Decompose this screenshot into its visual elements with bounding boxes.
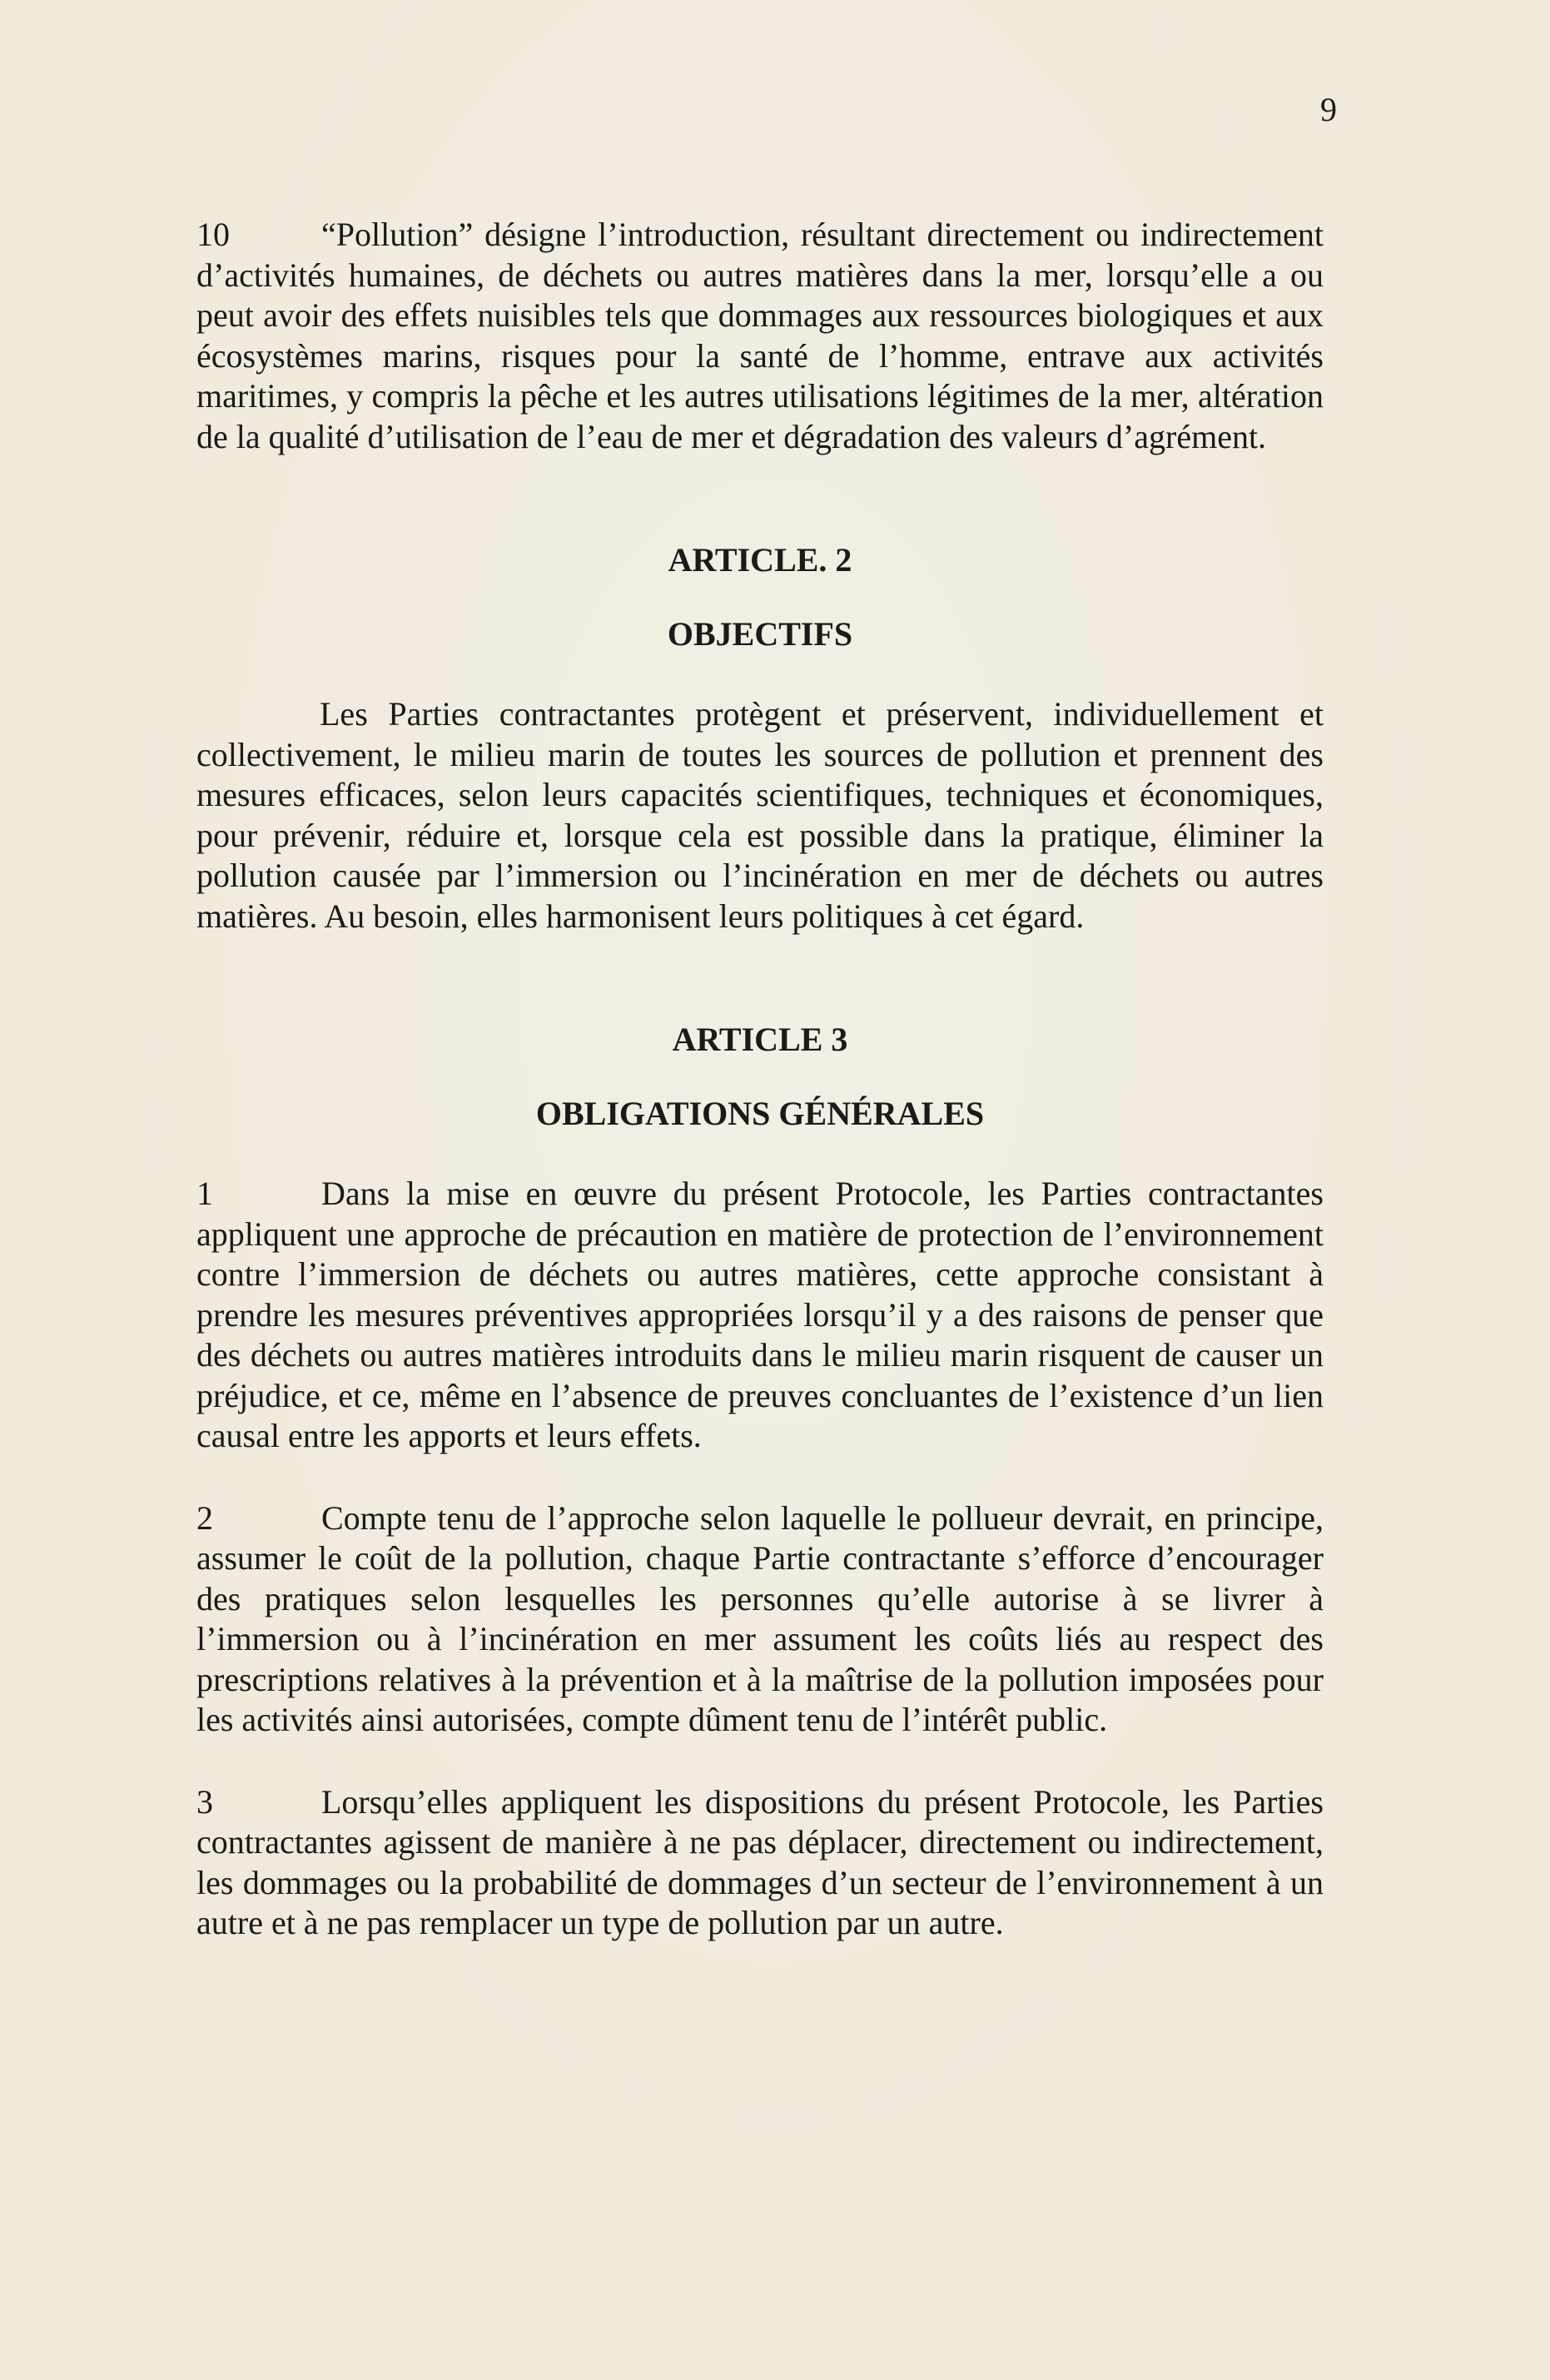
document-body <box>196 215 1324 1944</box>
paragraph-number: 1 <box>196 1175 213 1212</box>
page-number: 9 <box>1320 91 1337 128</box>
spacer <box>196 1061 1324 1094</box>
spacer <box>196 654 1324 694</box>
paragraph-text: Lorsqu’elles appliquent les dispositions du présent Protocole, les Parties contractantes agissent de manière à ne pas déplacer, directement ou indirectement, les dommages ou la probabilité de dommages d’un secteur de l’environnement à un autre et à ne pas remplacer un type de pollution par un autre. <box>196 1782 1324 1941</box>
article-3-paragraph-2 <box>196 1498 1324 1741</box>
paragraph-number: 2 <box>196 1498 213 1537</box>
article-3-title: OBLIGATIONS GÉNÉRALES <box>535 1094 985 1132</box>
spacer <box>196 457 1324 540</box>
definition-paragraph <box>196 215 1324 457</box>
spacer <box>196 1741 1324 1782</box>
article-2-heading: ARTICLE. 2 <box>668 541 852 579</box>
article-2-text: Les Parties contractantes protègent et préservent, individuellement et collectivement, le milieu marin de toutes les sources de pollution et prennent des mesures efficaces, selon leurs capacités scientifiques, techniques et économiques, pour prévenir, réduire et, lorsque cela est possible dans la pratique, éliminer la pollution causée par l’immersion ou l’incinération en mer de déchets ou autres matières. Au besoin, elles harmonisent leurs politiques à cet égard. <box>196 695 1324 935</box>
spacer <box>196 1457 1324 1498</box>
definition-number: 10 <box>196 216 230 253</box>
definition-text: “Pollution” désigne l’introduction, résultant directement ou indirectement d’activités humaines, de déchets ou autres matières dans la mer, lorsqu’elle a ou peut avoir des effets nuisibles tels que dommages aux ressources biologiques et aux écosystèmes marins, risques pour la santé de l’homme, entrave aux activités maritimes, y compris la pêche et les autres utilisations légitimes de la mer, altération de la qualité d’utilisation de l’eau de mer et dégradation des valeurs d’agrément. <box>196 216 1324 455</box>
article-2-title: OBJECTIFS <box>667 614 853 653</box>
article-3-paragraph-3 <box>196 1782 1324 1944</box>
spacer <box>196 581 1324 614</box>
paragraph-number: 3 <box>196 1782 213 1821</box>
spacer <box>196 1134 1324 1174</box>
spacer <box>196 937 1324 1020</box>
article-3-paragraph-1 <box>196 1174 1324 1457</box>
article-3-heading: ARTICLE 3 <box>672 1021 848 1058</box>
paragraph-text: Dans la mise en œuvre du présent Protocole, les Parties contractantes appliquent une approche de précaution en matière de protection de l’environnement contre l’immersion de déchets ou autres matières, cette approche consistant à prendre les mesures préventives appropriées lorsqu’il y a des raisons de penser que des déchets ou autres matières introduits dans le milieu marin risquent de causer un préjudice, et ce, même en l’absence de preuves concluantes de l’existence d’un lien causal entre les apports et leurs effets. <box>196 1175 1324 1454</box>
paragraph-text: Compte tenu de l’approche selon laquelle le pollueur devrait, en principe, assumer le coût de la pollution, chaque Partie contractante s’efforce d’encourager des pratiques selon lesquelles les personnes qu’elle autorise à se livrer à l’immersion ou à l’incinération en mer assument les coûts liés au respect des prescriptions relatives à la prévention et à la maîtrise de la pollution imposées pour les activités ainsi autorisées, compte dûment tenu de l’intérêt public. <box>196 1498 1324 1738</box>
